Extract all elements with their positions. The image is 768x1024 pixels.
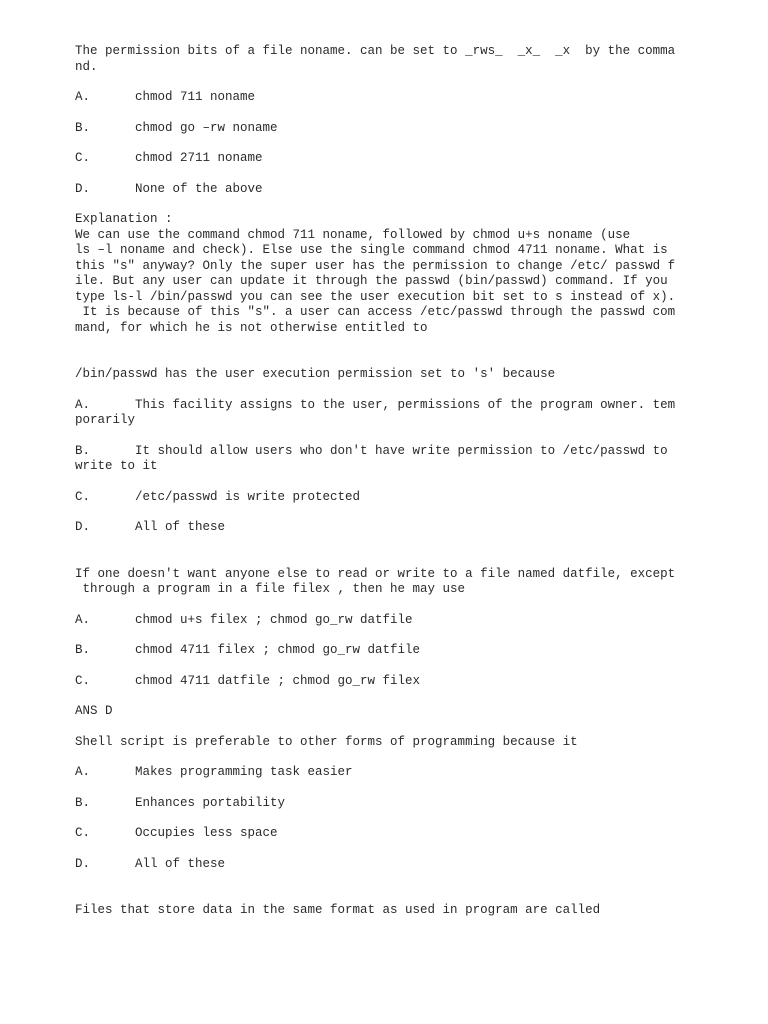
question-text: through a program in a file filex , then he may use	[75, 582, 466, 596]
option-text: chmod 2711 noname	[135, 151, 263, 165]
option-c	[75, 826, 675, 842]
option-letter: D.	[75, 181, 91, 196]
question-text: The permission bits of a file noname. can be set to _rws_ _x_ _x by the comma	[75, 44, 676, 58]
option-text: Makes programming task easier	[135, 765, 353, 779]
explanation-line: type ls-l /bin/passwd you can see the user execution bit set to s instead of x).	[75, 289, 676, 304]
option-letter: C.	[75, 673, 91, 688]
option-text: None of the above	[135, 181, 263, 196]
option-letter: B.	[75, 795, 91, 810]
option-text: chmod 4711 filex ; chmod go_rw datfile	[135, 643, 421, 657]
question-text: If one doesn't want anyone else to read or write to a file named datfile, except	[75, 566, 676, 581]
option-text: porarily	[75, 413, 136, 427]
explanation-line: mand, for which he is not otherwise entitled to	[75, 320, 428, 335]
option-text: Occupies less space	[135, 826, 278, 840]
option-letter: D.	[75, 520, 91, 534]
option-a	[75, 90, 675, 106]
option-a	[75, 765, 675, 781]
option-text: All of these	[135, 520, 226, 534]
question-text: nd.	[75, 59, 98, 74]
option-letter: C.	[75, 489, 91, 504]
option-letter: D.	[75, 856, 91, 871]
option-text: A. This facility assigns to the user, permissions of the program owner. tem	[75, 397, 676, 412]
option-text: /etc/passwd is write protected	[135, 489, 361, 504]
option-text: B. It should allow users who don't have write permission to /etc/passwd to	[75, 443, 668, 458]
answer-text: ANS D	[75, 704, 113, 718]
explanation	[75, 212, 675, 336]
question-text: Files that store data in the same format as used in program are called	[75, 903, 601, 917]
question-5	[75, 903, 675, 919]
question-4	[75, 735, 675, 873]
explanation-heading: Explanation :	[75, 212, 173, 226]
explanation-line: It is because of this "s". a user can access /etc/passwd through the passwd com	[75, 305, 676, 319]
option-d	[75, 520, 675, 536]
explanation-line: We can use the command chmod 711 noname, followed by chmod u+s noname (use	[75, 227, 631, 242]
option-letter: C.	[75, 826, 91, 840]
option-text: chmod u+s filex ; chmod go_rw datfile	[135, 612, 413, 627]
option-d	[75, 182, 675, 198]
option-c	[75, 674, 675, 690]
explanation-line: ls –l noname and check). Else use the single command chmod 4711 noname. What is	[75, 243, 668, 257]
option-b	[75, 121, 675, 137]
option-letter: A.	[75, 90, 91, 104]
option-d	[75, 857, 675, 873]
option-a	[75, 398, 675, 429]
question-text: /bin/passwd has the user execution permission set to 's' because	[75, 367, 556, 381]
document-page	[75, 44, 675, 919]
option-text: All of these	[135, 856, 226, 871]
option-c	[75, 151, 675, 167]
option-c	[75, 490, 675, 506]
option-a	[75, 613, 675, 629]
option-letter: A.	[75, 765, 91, 779]
explanation-line: ile. But any user can update it through the passwd (bin/passwd) command. If you	[75, 274, 668, 288]
option-b	[75, 444, 675, 475]
option-letter: B.	[75, 643, 91, 657]
option-letter: C.	[75, 151, 91, 165]
option-text: write to it	[75, 459, 158, 473]
question-1	[75, 44, 675, 336]
explanation-line: this "s" anyway? Only the super user has the permission to change /etc/ passwd f	[75, 258, 676, 273]
option-letter: A.	[75, 612, 91, 627]
option-text: Enhances portability	[135, 795, 286, 810]
option-text: chmod go –rw noname	[135, 120, 278, 135]
question-3	[75, 567, 675, 720]
option-text: chmod 711 noname	[135, 90, 256, 104]
question-text: Shell script is preferable to other forms of programming because it	[75, 734, 578, 749]
option-b	[75, 796, 675, 812]
question-2	[75, 367, 675, 536]
option-letter: B.	[75, 120, 91, 135]
option-b	[75, 643, 675, 659]
option-text: chmod 4711 datfile ; chmod go_rw filex	[135, 673, 421, 688]
